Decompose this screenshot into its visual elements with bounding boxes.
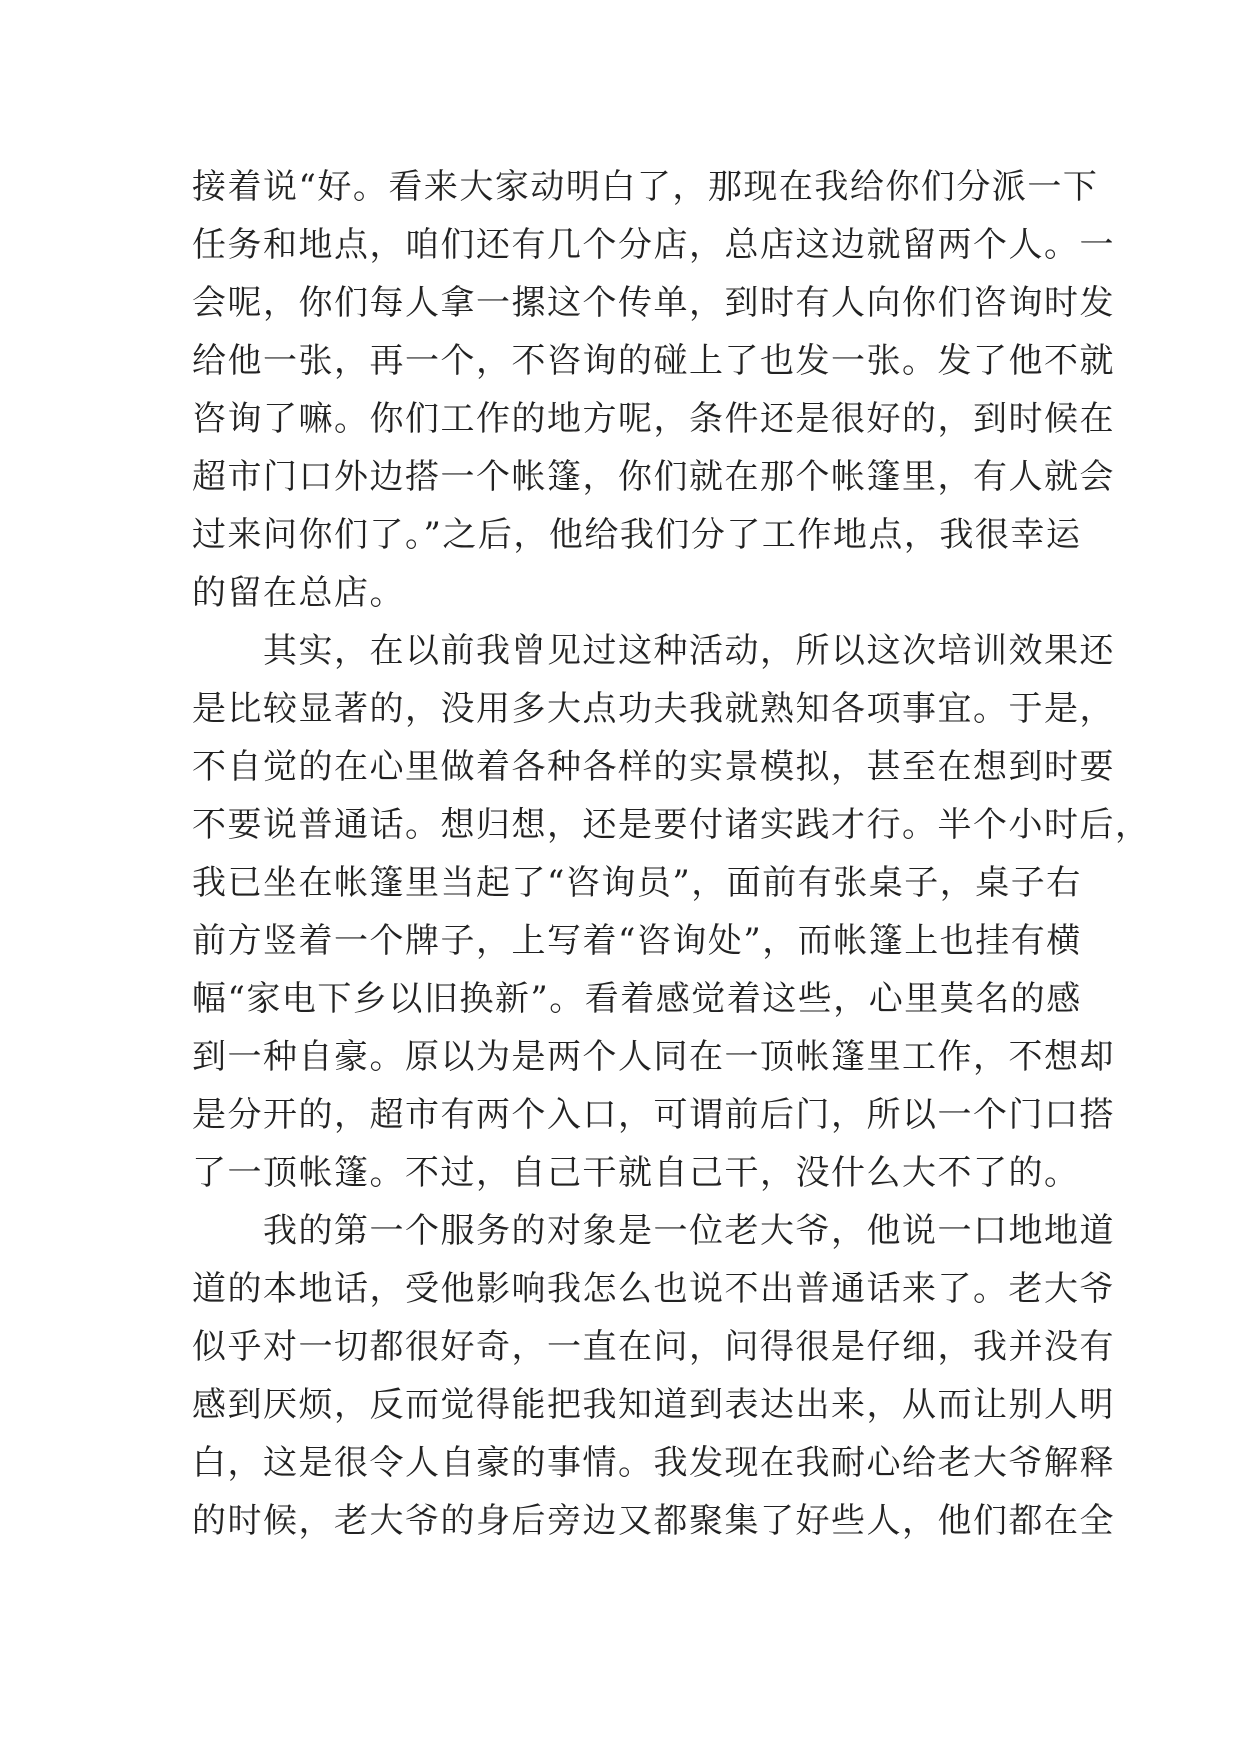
text-line: 似乎对一切都很好奇，一直在问，问得很是仔细，我并没有 (192, 1327, 1115, 1367)
text-line: 我已坐在帐篷里当起了“咨询员”，面前有张桌子，桌子右 (192, 863, 1082, 903)
text-line: 咨询了嘛。你们工作的地方呢，条件还是很好的，到时候在 (192, 399, 1115, 439)
text-line: 给他一张，再一个，不咨询的碰上了也发一张。发了他不就 (192, 341, 1115, 381)
text-line: 会呢，你们每人拿一摞这个传单，到时有人向你们咨询时发 (192, 283, 1115, 323)
paragraph-2 (192, 622, 1151, 1202)
text-line: 是比较显著的，没用多大点功夫我就熟知各项事宜。于是， (192, 689, 1115, 729)
text-line: 过来问你们了。”之后，他给我们分了工作地点，我很幸运 (192, 515, 1082, 555)
text-line: 任务和地点，咱们还有几个分店，总店这边就留两个人。一 (192, 225, 1115, 265)
paragraph-1 (192, 158, 1115, 622)
text-line: 超市门口外边搭一个帐篷，你们就在那个帐篷里，有人就会 (192, 457, 1115, 497)
text-line: 了一顶帐篷。不过，自己干就自己干，没什么大不了的。 (192, 1153, 1080, 1193)
text-line: 接着说“好。看来大家动明白了，那现在我给你们分派一下 (192, 167, 1099, 207)
text-line: 前方竖着一个牌子，上写着“咨询处”，而帐篷上也挂有横 (192, 921, 1082, 961)
text-line: 不要说普通话。想归想，还是要付诸实践才行。半个小时后， (192, 805, 1151, 845)
paragraph-3 (192, 1202, 1115, 1550)
text-line: 到一种自豪。原以为是两个人同在一顶帐篷里工作，不想却 (192, 1037, 1115, 1077)
text-line: 的时候，老大爷的身后旁边又都聚集了好些人，他们都在全 (192, 1501, 1115, 1541)
text-line: 不自觉的在心里做着各种各样的实景模拟，甚至在想到时要 (192, 747, 1115, 787)
text-line: 幅“家电下乡以旧换新”。看着感觉着这些，心里莫名的感 (192, 979, 1082, 1019)
text-line: 白，这是很令人自豪的事情。我发现在我耐心给老大爷解释 (192, 1443, 1115, 1483)
text-line: 是分开的，超市有两个入口，可谓前后门，所以一个门口搭 (192, 1095, 1115, 1135)
document-body (192, 158, 1151, 1550)
text-line: 道的本地话，受他影响我怎么也说不出普通话来了。老大爷 (192, 1269, 1115, 1309)
text-line: 感到厌烦，反而觉得能把我知道到表达出来，从而让别人明 (192, 1385, 1115, 1425)
text-line: 的留在总店。 (192, 573, 405, 613)
text-line: 我的第一个服务的对象是一位老大爷，他说一口地地道 (192, 1211, 1115, 1251)
text-line: 其实，在以前我曾见过这种活动，所以这次培训效果还 (192, 631, 1115, 671)
